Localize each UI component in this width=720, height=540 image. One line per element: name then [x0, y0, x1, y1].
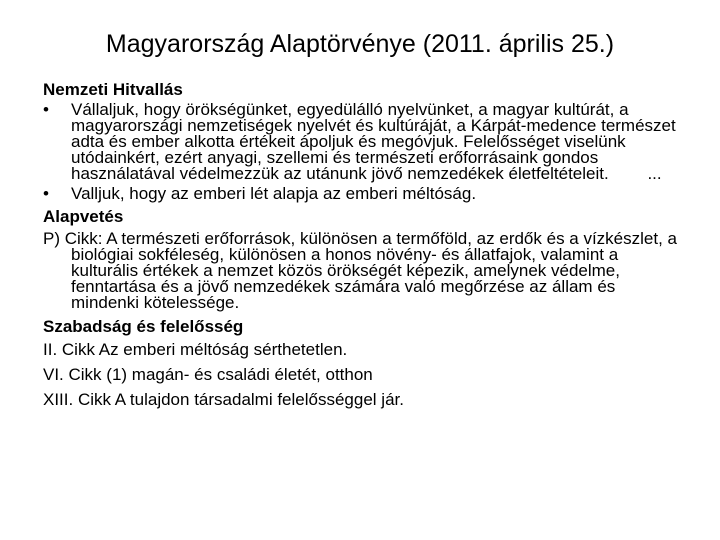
article-2-text: II. Cikk Az emberi méltóság sérthetetlen.: [43, 340, 348, 359]
bullet-item: [43, 102, 683, 182]
section-heading-alapvetes: Alapvetés: [43, 207, 124, 226]
bullet-item: [43, 186, 683, 202]
bullet-icon: •: [43, 184, 49, 203]
slide-title: Magyarország Alaptörvénye (2011. április 25.): [105, 30, 615, 58]
slide-content: [43, 79, 683, 414]
article-6-text: VI. Cikk (1) magán- és családi életét, otthon: [43, 365, 373, 384]
section-heading-szabadsag: Szabadság és felelősség: [43, 317, 244, 336]
bullet-icon: •: [43, 100, 49, 119]
bullet-text: Valljuk, hogy az emberi lét alapja az emberi méltóság.: [71, 184, 477, 203]
ellipsis-text: ...: [647, 164, 662, 183]
section-heading-nemzeti-hitvallas: Nemzeti Hitvallás: [43, 80, 183, 99]
article-p-text: P) Cikk: A természeti erőforrások, különösen a termőföld, az erdők és a vízkészlet, a biológiai sokféleség, különösen a honos növény- és állatfajok, valamint a kulturális értékek a nemzet közös örökségét képezik, amelynek védelme, fenntartása és a jövő nemzedékek számára való megőrzése az állam és mindenki kötelessége.: [43, 229, 677, 312]
article-13-text: XIII. Cikk A tulajdon társadalmi felelősséggel jár.: [43, 390, 404, 409]
bullet-text: Vállaljuk, hogy örökségünket, egyedülálló nyelvünket, a magyar kultúrát, a magyarországi nemzetiségek nyelvét és kultúráját, a Kárpát-medence természet adta és ember alkotta értékeit ápoljuk és megóvjuk. Felelősséget viselünk utódainkért, ezért anyagi, szellemi és természeti erőforrásaink gondos használatával védelmezzük az utánunk jövő nemzedékek életfeltételeit.: [71, 100, 676, 183]
